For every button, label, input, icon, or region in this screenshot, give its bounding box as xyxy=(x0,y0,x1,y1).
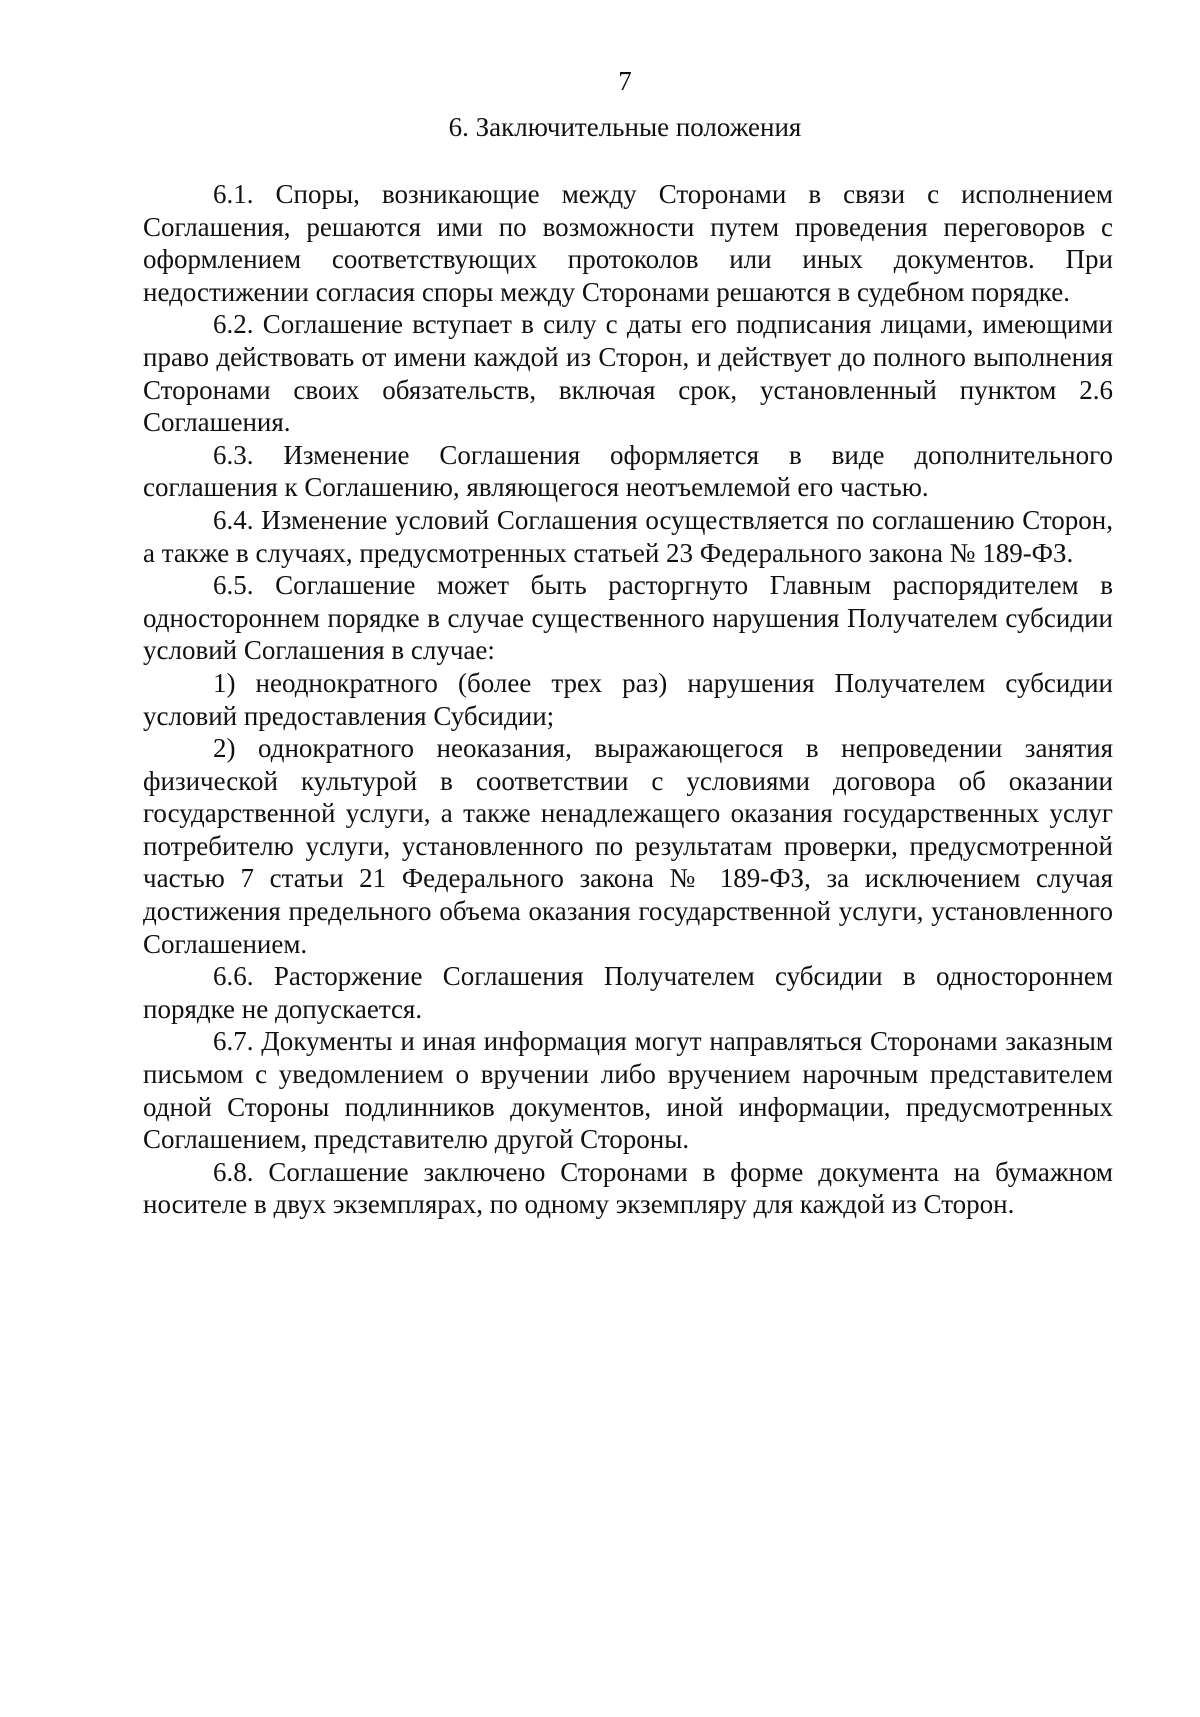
document-body xyxy=(143,178,1113,1221)
list-item-6-5-1: 1) неоднократного (более трех раз) нарушения Получателем субсидии условий предоставления Субсидии; xyxy=(143,667,1113,731)
paragraph-6-6: 6.6. Расторжение Соглашения Получателем субсидии в одностороннем порядке не допускается. xyxy=(143,961,1113,1024)
page-number: 7 xyxy=(618,66,632,96)
paragraph-6-2: 6.2. Соглашение вступает в силу с даты его подписания лицами, имеющими право действовать от имени каждой из Сторон, и действует до полного выполнения Сторонами своих обязательств, включая срок, установленный пунктом 2.6 Соглашения. xyxy=(143,309,1113,438)
paragraph-6-3: 6.3. Изменение Соглашения оформляется в виде дополнительного соглашения к Соглашению, являющегося неотъемлемой его частью. xyxy=(143,439,1113,503)
paragraph-6-7: 6.7. Документы и иная информация могут направляться Сторонами заказным письмом с уведомлением о вручении либо вручением нарочным представителем одной Стороны подлинников документов, иной информации, предусмотренных Соглашением, представителю другой Стороны. xyxy=(143,1026,1113,1155)
paragraph-6-8: 6.8. Соглашение заключено Сторонами в форме документа на бумажном носителе в двух экземплярах, по одному экземпляру для каждой из Сторон. xyxy=(143,1156,1113,1220)
paragraph-6-5: 6.5. Соглашение может быть расторгнуто Главным распорядителем в одностороннем порядке в случае существенного нарушения Получателем субсидии условий Соглашения в случае: xyxy=(143,570,1113,666)
list-item-6-5-2: 2) однократного неоказания, выражающегося в непроведении занятия физической культурой в соответствии с условиями договора об оказании государственной услуги, а также ненадлежащего оказания государственных услуг потребителю услуги, установленного по результатам проверки, предусмотренной частью 7 статьи 21 Федерального закона № 189-ФЗ, за исключением случая достижения предельного объема оказания государственной услуги, установленного Соглашением. xyxy=(143,733,1113,959)
section-title: 6. Заключительные положения xyxy=(448,112,802,142)
paragraph-6-1: 6.1. Споры, возникающие между Сторонами в связи с исполнением Соглашения, решаются ими по возможности путем проведения переговоров с оформлением соответствующих протоколов или иных документов. При недостижении согласия споры между Сторонами решаются в судебном порядке. xyxy=(143,179,1113,307)
paragraph-6-4: 6.4. Изменение условий Соглашения осуществляется по соглашению Сторон, а также в случаях, предусмотренных статьей 23 Федерального закона № 189-ФЗ. xyxy=(143,504,1113,568)
